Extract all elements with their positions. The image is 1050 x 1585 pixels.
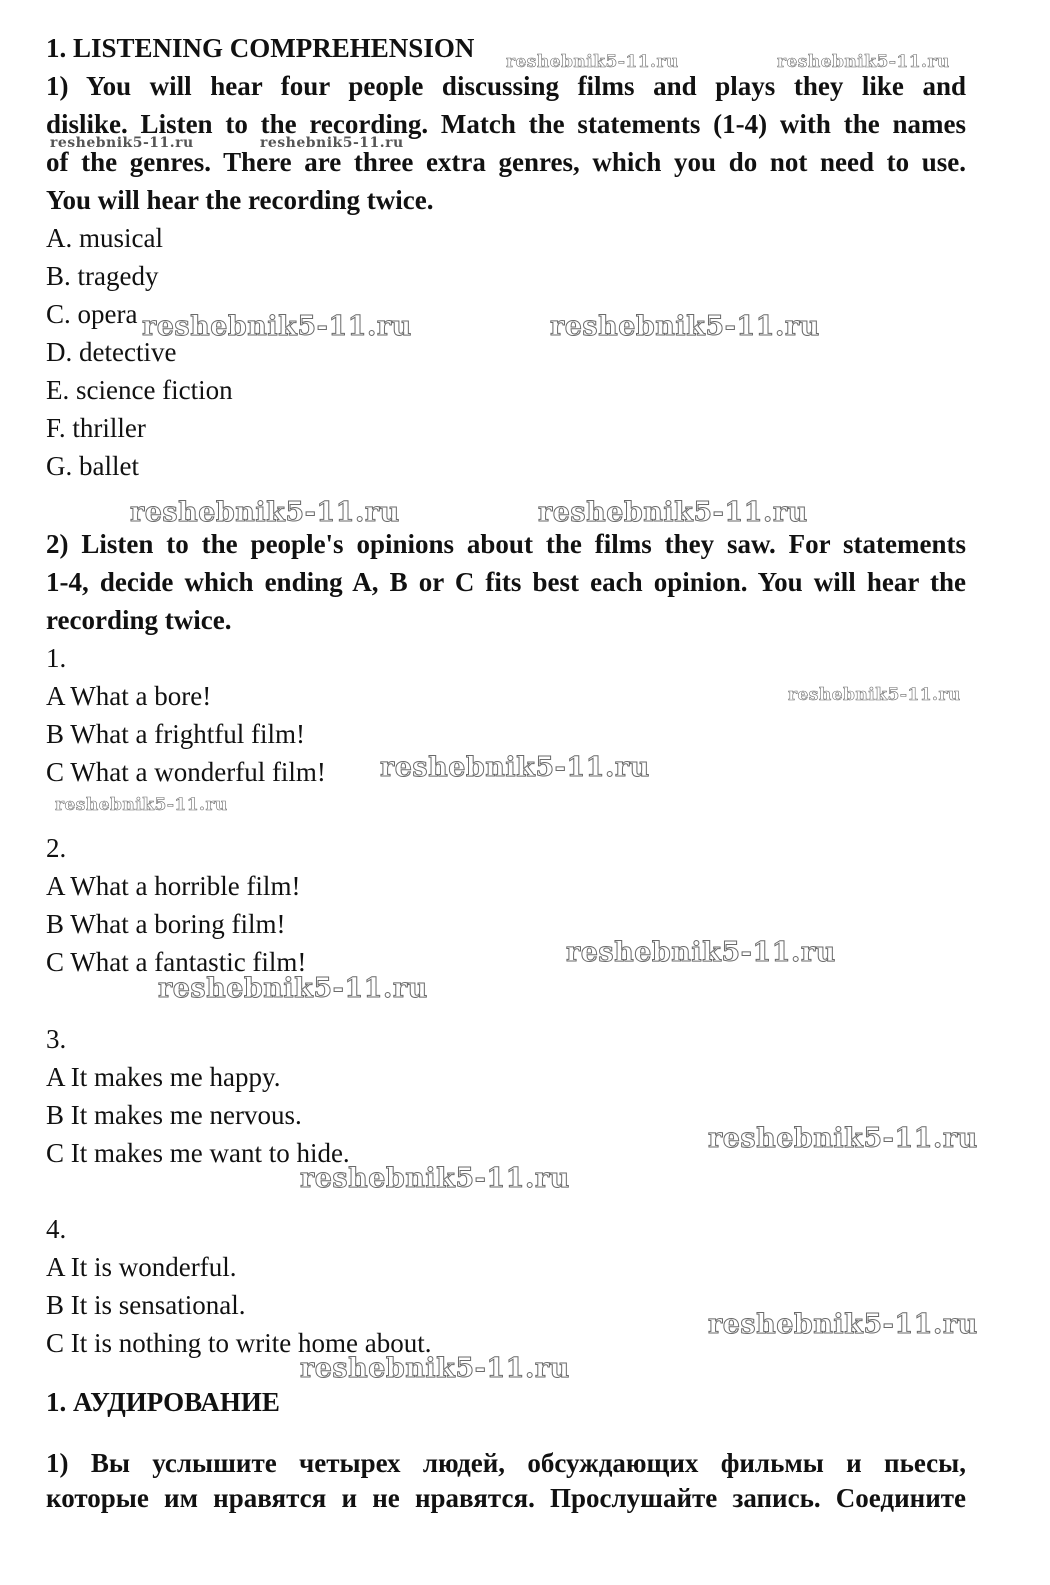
ru-instruction-line: которые им нравятся и не нравятся. Прослушайте запись. Соедините [46, 1483, 966, 1513]
task1-instruction-line: dislike. Listen to the recording. Match the statements (1-4) with the names [46, 109, 966, 139]
section-title: 1. LISTENING COMPREHENSION [46, 33, 475, 63]
watermark: reshebnik5-11.ru [788, 685, 961, 705]
question-number: 3. [46, 1024, 67, 1054]
answer-option: C It makes me want to hide. [46, 1138, 350, 1168]
watermark: reshebnik5-11.ru [158, 973, 428, 1004]
answer-option: C What a wonderful film! [46, 757, 326, 787]
watermark: reshebnik5-11.ru [708, 1309, 978, 1340]
watermark: reshebnik5-11.ru [506, 52, 679, 72]
genre-item: A. musical [46, 223, 163, 253]
ru-instruction-line: 1) Вы услышите четырех людей, обсуждающих фильмы и пьесы, [46, 1448, 966, 1478]
watermark: reshebnik5-11.ru [130, 497, 400, 528]
watermark: reshebnik5-11.ru [50, 135, 194, 151]
task1-instruction-line: You will hear the recording twice. [46, 185, 434, 215]
task2-instruction-line: 2) Listen to the people's opinions about the films they saw. For statements [46, 529, 966, 559]
watermark: reshebnik5-11.ru [300, 1353, 570, 1384]
answer-option: B It is sensational. [46, 1290, 246, 1320]
task2-instruction-line: 1-4, decide which ending A, B or C fits best each opinion. You will hear the [46, 567, 966, 597]
answer-option: B What a frightful film! [46, 719, 305, 749]
watermark: reshebnik5-11.ru [538, 497, 808, 528]
watermark: reshebnik5-11.ru [566, 937, 836, 968]
question-number: 2. [46, 833, 67, 863]
answer-option: B It makes me nervous. [46, 1100, 302, 1130]
genre-item: B. tragedy [46, 261, 159, 291]
genre-item: F. thriller [46, 413, 146, 443]
genre-item: E. science fiction [46, 375, 233, 405]
watermark: reshebnik5-11.ru [550, 311, 820, 342]
watermark: reshebnik5-11.ru [142, 311, 412, 342]
ru-section-title: 1. АУДИРОВАНИЕ [46, 1387, 280, 1417]
watermark: reshebnik5-11.ru [55, 795, 228, 815]
task1-instruction-line: 1) You will hear four people discussing films and plays they like and [46, 71, 966, 101]
task2-instruction-line: recording twice. [46, 605, 232, 635]
question-number: 4. [46, 1214, 67, 1244]
answer-option: A It is wonderful. [46, 1252, 237, 1282]
watermark: reshebnik5-11.ru [708, 1123, 978, 1154]
answer-option: C It is nothing to write home about. [46, 1328, 432, 1358]
watermark: reshebnik5-11.ru [260, 135, 404, 151]
watermark: reshebnik5-11.ru [300, 1163, 570, 1194]
genre-item: G. ballet [46, 451, 139, 481]
genre-item: D. detective [46, 337, 177, 367]
task1-instruction-line: of the genres. There are three extra genres, which you do not need to use. [46, 147, 966, 177]
answer-option: A What a horrible film! [46, 871, 301, 901]
answer-option: A What a bore! [46, 681, 212, 711]
watermark: reshebnik5-11.ru [777, 52, 950, 72]
watermark: reshebnik5-11.ru [380, 752, 650, 783]
genre-item: C. opera [46, 299, 138, 329]
answer-option: B What a boring film! [46, 909, 286, 939]
question-number: 1. [46, 643, 67, 673]
answer-option: C What a fantastic film! [46, 947, 307, 977]
answer-option: A It makes me happy. [46, 1062, 281, 1092]
